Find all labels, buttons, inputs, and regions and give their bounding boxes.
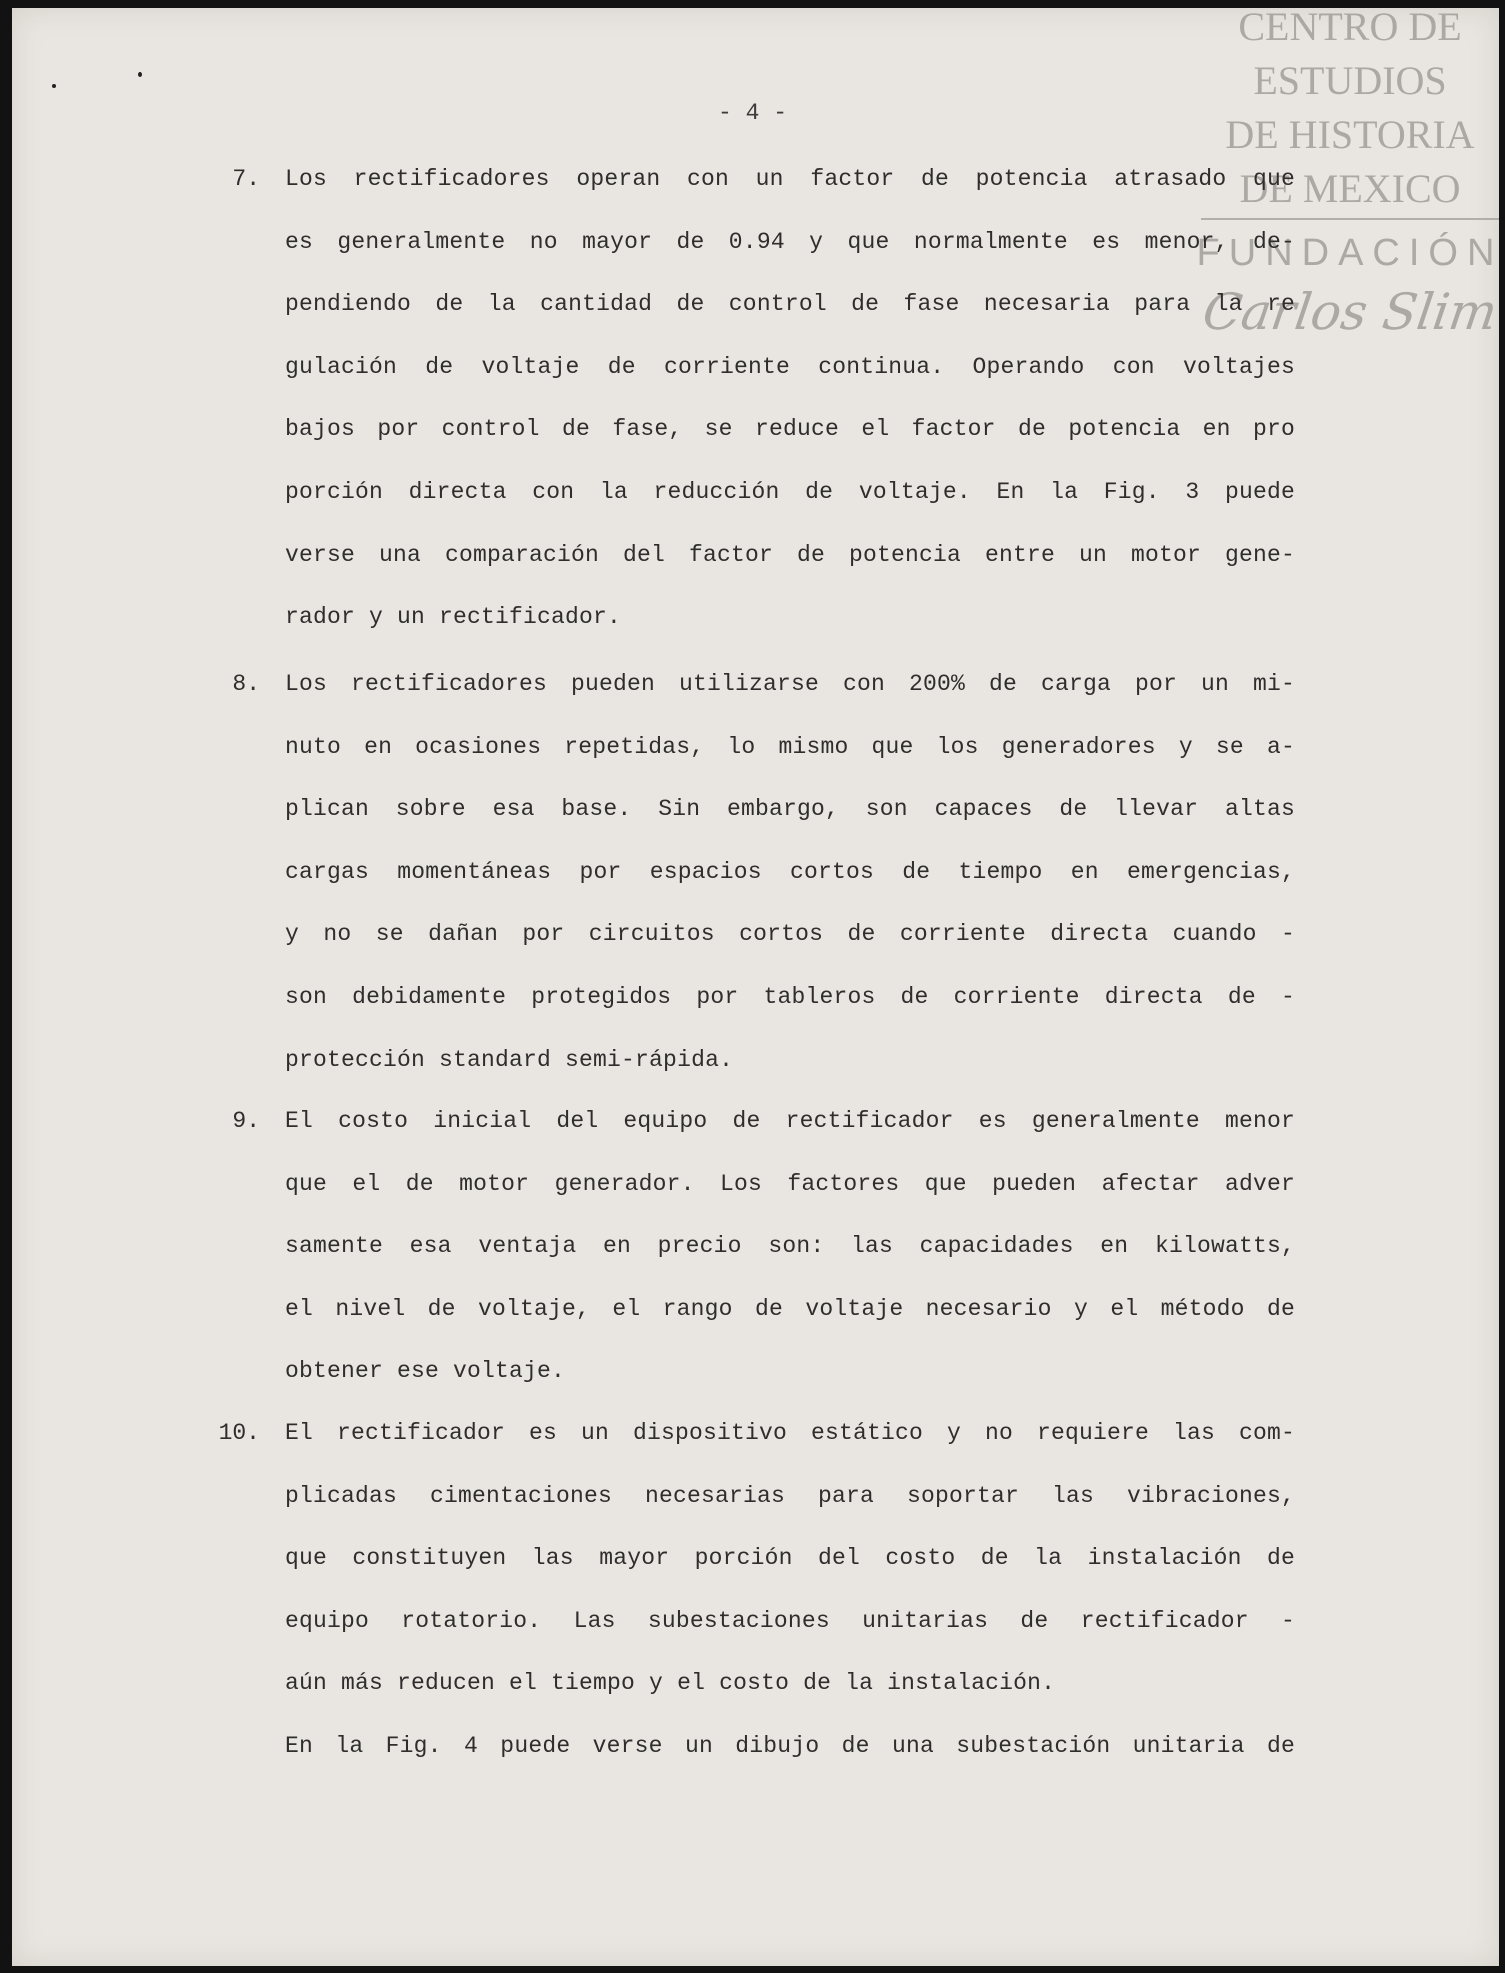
page-number: - 4 -	[717, 100, 787, 126]
watermark-signature: Carlos Slim	[1199, 283, 1501, 341]
watermark-line: ESTUDIOS	[1253, 58, 1447, 103]
paragraph-number: 10.	[218, 1420, 260, 1446]
watermark-foundation: FUNDACIÓN	[1196, 232, 1504, 274]
text-line: bajos por control de fase, se reduce el factor de potencia en pro	[285, 416, 1295, 443]
text-line: equipo rotatorio. Las subestaciones unitarias de rectificador -	[285, 1607, 1295, 1634]
text-line: protección standard semi-rápida.	[285, 1046, 734, 1073]
text-line: Los rectificadores operan con un factor de potencia atrasado que	[285, 166, 1295, 192]
text-line: plican sobre esa base. Sin embargo, son capaces de llevar altas	[285, 796, 1295, 823]
text-line: samente esa ventaja en precio son: las capacidades en kilowatts,	[285, 1233, 1295, 1260]
text-line: Los rectificadores pueden utilizarse con 200% de carga por un mi-	[285, 671, 1295, 697]
text-line: obtener ese voltaje.	[285, 1358, 566, 1385]
text-line: pendiendo de la cantidad de control de fase necesaria para la re	[285, 291, 1295, 318]
text-line: que constituyen las mayor porción del costo de la instalación de	[285, 1545, 1295, 1572]
text-line: aún más reducen el tiempo y el costo de la instalación.	[285, 1670, 1056, 1697]
text-line: son debidamente protegidos por tableros de corriente directa de -	[285, 983, 1295, 1010]
paragraph-number: 9.	[232, 1108, 260, 1134]
text-line: cargas momentáneas por espacios cortos de tiempo en emergencias,	[285, 858, 1295, 885]
ink-speck	[138, 72, 142, 77]
paragraph-number: 7.	[232, 166, 260, 192]
text-line: rador y un rectificador.	[285, 604, 622, 631]
text-line: y no se dañan por circuitos cortos de corriente directa cuando -	[285, 921, 1295, 948]
text-line: verse una comparación del factor de potencia entre un motor gene-	[285, 541, 1295, 568]
paragraph-text	[285, 148, 1295, 649]
text-line: el nivel de voltaje, el rango de voltaje necesario y el método de	[285, 1295, 1295, 1322]
text-line: que el de motor generador. Los factores que pueden afectar adver	[285, 1170, 1295, 1197]
text-line: nuto en ocasiones repetidas, lo mismo que los generadores y se a-	[285, 733, 1295, 760]
text-line: plicadas cimentaciones necesarias para soportar las vibraciones,	[285, 1482, 1295, 1509]
paragraph-text	[285, 653, 1295, 1091]
text-line: es generalmente no mayor de 0.94 y que normalmente es menor, de-	[285, 228, 1295, 255]
text-line: El rectificador es un dispositivo estático y no requiere las com-	[285, 1420, 1295, 1446]
text-line: porción directa con la reducción de voltaje. En la Fig. 3 puede	[285, 478, 1295, 505]
paragraph-number: 8.	[232, 671, 260, 697]
watermark-line: DE MEXICO	[1239, 166, 1461, 211]
paragraph-text	[285, 1402, 1295, 1778]
text-line: En la Fig. 4 puede verse un dibujo de una subestación unitaria de	[285, 1732, 1295, 1759]
watermark-line: DE HISTORIA	[1225, 112, 1475, 157]
ink-speck	[52, 84, 56, 88]
text-line: El costo inicial del equipo de rectificador es generalmente menor	[285, 1108, 1295, 1134]
watermark-line: CENTRO DE	[1238, 4, 1462, 49]
paragraph-text	[285, 1090, 1295, 1403]
text-line: gulación de voltaje de corriente continua. Operando con voltajes	[285, 353, 1295, 380]
